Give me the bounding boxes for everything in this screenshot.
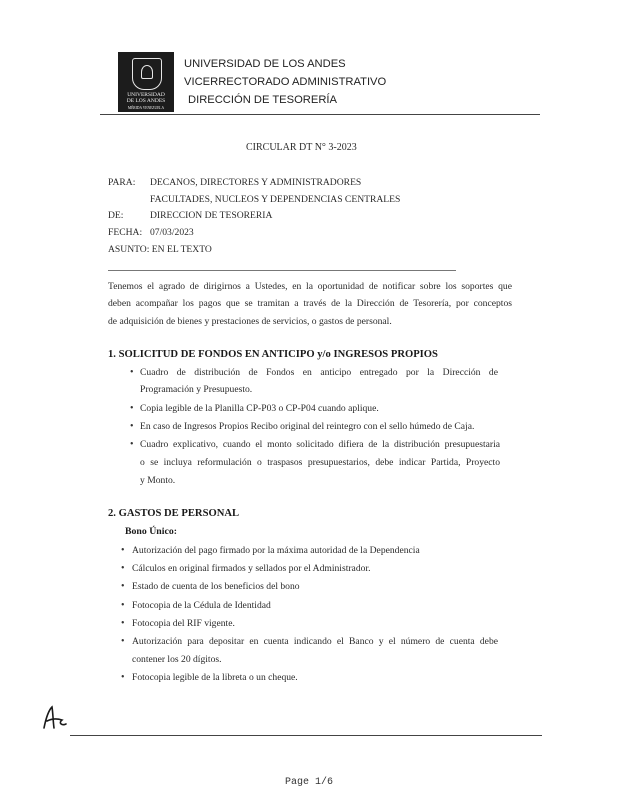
s1-bullet-1-line-1: Cuadro de distribución de Fondos en anticipo entregado por la Dirección de — [140, 367, 498, 378]
s2-bullet-1: Autorización del pago firmado por la máxima autoridad de la Dependencia — [132, 545, 420, 556]
intro-line-3: de adquisición de bienes y prestaciones de servicios, o gastos de personal. — [108, 316, 392, 327]
bullet-icon: • — [130, 403, 134, 414]
vicerrectorado-name: VICERRECTORADO ADMINISTRATIVO — [184, 76, 387, 88]
s1-bullet-2-line-1: Copia legible de la Planilla CP-P03 o CP-P04 cuando aplique. — [140, 403, 379, 414]
intro-line-1: Tenemos el agrado de dirigirnos a Ustedes, en la oportunidad de notificar sobre los soportes que — [108, 281, 512, 292]
asunto-line: ASUNTO: EN EL TEXTO — [108, 244, 212, 255]
s1-bullet-4-line-3: y Monto. — [140, 475, 176, 486]
direccion-name: DIRECCIÓN DE TESORERÍA — [188, 94, 337, 106]
page-number: Page 1/6 — [285, 777, 334, 788]
s2-bullet-5: Fotocopia del RIF vigente. — [132, 618, 235, 629]
section-2-heading: 2. GASTOS DE PERSONAL — [108, 508, 240, 519]
logo-text-line-2: DE LOS ANDES — [126, 98, 166, 104]
para-recipients-line-1: DECANOS, DIRECTORES Y ADMINISTRADORES — [150, 177, 362, 188]
s1-bullet-1-line-2: Programación y Presupuesto. — [140, 384, 253, 395]
university-name: UNIVERSIDAD DE LOS ANDES — [184, 58, 346, 70]
bullet-icon: • — [121, 563, 125, 574]
university-logo — [118, 52, 174, 112]
fecha-label: FECHA: — [108, 227, 143, 238]
asunto-divider — [108, 270, 456, 271]
de-value: DIRECCION DE TESORERIA — [150, 210, 273, 221]
bullet-icon: • — [121, 618, 125, 629]
circular-title: CIRCULAR DT N° 3-2023 — [246, 142, 357, 153]
logo-text-line-3: MÉRIDA VENEZUELA — [127, 106, 165, 110]
s2-bullet-7: Fotocopia legible de la libreta o un cheque. — [132, 672, 298, 683]
bullet-icon: • — [121, 545, 125, 556]
logo-text-line-1: UNIVERSIDAD — [127, 92, 165, 98]
s1-bullet-4-line-2: o se incluya reformulación o traspasos presupuestarios, debe indicar Partida, Proyecto — [140, 457, 500, 468]
crest-icon — [132, 58, 162, 90]
bottom-divider — [70, 735, 542, 736]
bullet-icon: • — [121, 672, 125, 683]
s1-bullet-3-line-1: En caso de Ingresos Propios Recibo original del reintegro con el sello húmedo de Caja. — [140, 421, 475, 432]
bullet-icon: • — [130, 439, 134, 450]
header-divider — [100, 114, 540, 115]
s1-bullet-4-line-1: Cuadro explicativo, cuando el monto solicitado difiera de la distribución presupuestaria — [140, 439, 500, 450]
section-1-heading: 1. SOLICITUD DE FONDOS EN ANTICIPO y/o INGRESOS PROPIOS — [108, 349, 438, 360]
s2-bullet-4: Fotocopia de la Cédula de Identidad — [132, 600, 271, 611]
fecha-value: 07/03/2023 — [150, 227, 194, 238]
bullet-icon: • — [121, 636, 125, 647]
bono-unico-subheading: Bono Único: — [125, 526, 177, 537]
s2-bullet-2: Cálculos en original firmados y sellados por el Administrador. — [132, 563, 371, 574]
intro-line-2: deben acompañar los pagos que se tramitan a través de la Dirección de Tesorería, por conceptos — [108, 298, 512, 309]
bullet-icon: • — [130, 421, 134, 432]
s2-bullet-6-line-1: Autorización para depositar en cuenta indicando el Banco y el número de cuenta debe — [132, 636, 498, 647]
para-recipients-line-2: FACULTADES, NUCLEOS Y DEPENDENCIAS CENTRALES — [150, 194, 401, 205]
bullet-icon: • — [121, 581, 125, 592]
de-label: DE: — [108, 210, 124, 221]
para-label: PARA: — [108, 177, 136, 188]
s2-bullet-6-line-2: contener los 20 dígitos. — [132, 654, 222, 665]
bullet-icon: • — [130, 367, 134, 378]
bullet-icon: • — [121, 600, 125, 611]
handwritten-initial-mark — [38, 704, 68, 732]
s2-bullet-3: Estado de cuenta de los beneficios del bono — [132, 581, 300, 592]
